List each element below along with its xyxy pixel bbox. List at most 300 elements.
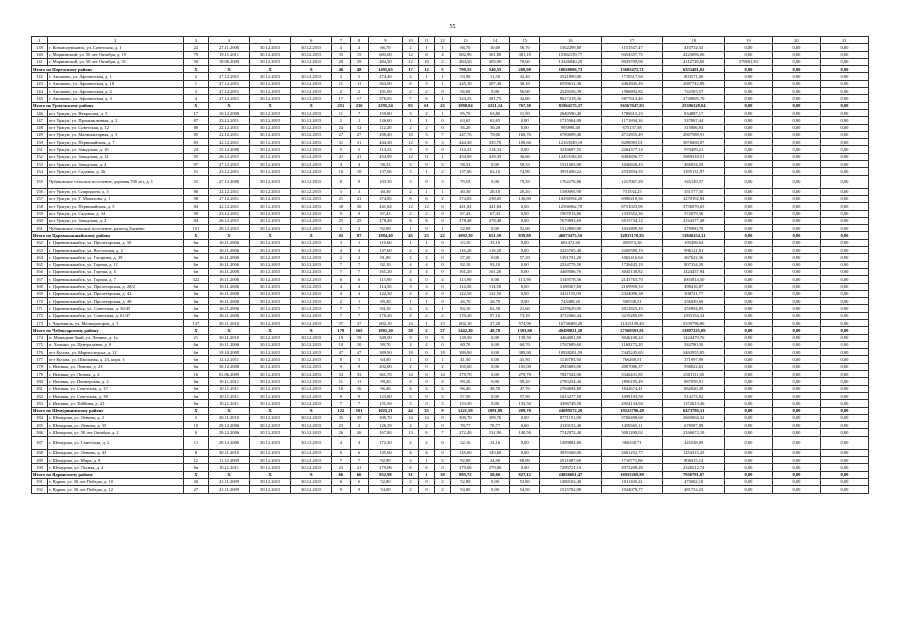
table-cell: 136,80 [510, 195, 540, 202]
table-cell: 2145763,70 [601, 276, 663, 283]
table-cell: 8929709,98 [601, 58, 663, 65]
table-cell: 170,20 [450, 312, 480, 319]
table-cell: 2 [403, 363, 419, 370]
table-cell: 2 [419, 312, 435, 319]
table-cell: 0,00 [772, 117, 820, 124]
table-cell: 20,20 [510, 188, 540, 195]
table-cell: 101 [183, 225, 208, 232]
table-row [32, 356, 869, 363]
table-cell: 2 [419, 341, 435, 348]
table-cell: 30.12.2015 [291, 161, 332, 168]
table-cell: 651,50 [480, 232, 510, 239]
table-cell: 970499,21 [663, 146, 725, 153]
table-cell: 236949,69 [663, 298, 725, 305]
table-cell: 6н [183, 400, 208, 407]
table-cell: 1 [435, 356, 451, 363]
table-cell: 16738469,20 [540, 319, 602, 326]
table-cell: 2259629,95 [540, 305, 602, 312]
address-cell: г. Ядрин, ул. 30 лет Победы, д. 10 [47, 478, 183, 485]
table-cell: 0,00 [480, 276, 510, 283]
table-cell: 0,00 [725, 88, 773, 95]
table-cell: 0,00 [725, 131, 773, 138]
table-cell: 27.12.2011 [208, 73, 249, 80]
table-row [32, 400, 869, 407]
table-cell: 2 [419, 436, 435, 449]
table-cell: 315806,94 [663, 124, 725, 131]
table-cell: 27.12.2011 [208, 161, 249, 168]
table-cell: 1 [419, 298, 435, 305]
table-cell: 27569391,91 [601, 327, 663, 334]
table-cell: 27 [183, 486, 208, 493]
table-cell: 0,00 [725, 153, 773, 160]
table-cell: 0,00 [820, 254, 868, 261]
table-cell: 22 [435, 102, 451, 109]
table-cell: 11 [350, 378, 368, 385]
table-cell: 9 [332, 486, 350, 493]
table-cell: 79,00 [480, 131, 510, 138]
table-cell: 30.12.2015 [250, 305, 291, 312]
table-cell: 0,00 [772, 131, 820, 138]
table-cell: 0,00 [725, 102, 773, 109]
table-cell: 8 [419, 51, 435, 58]
column-number-cell: 10 [403, 37, 419, 44]
table-row [32, 124, 869, 131]
table-cell: 807334,39 [663, 261, 725, 268]
table-cell: 24856661,47 [540, 471, 602, 478]
table-cell: 0,00 [725, 80, 773, 87]
table-cell: 172,30 [368, 436, 402, 449]
address-cell: г. Нысвяж, ул. Советская, д. 37 [47, 385, 183, 392]
table-cell: 30.12.2015 [291, 283, 332, 290]
table-cell: 22.12.2011 [208, 139, 249, 146]
address-cell: пгт Уржум, ул. Первомайская, д. 5 [47, 203, 183, 210]
table-cell: 12453184,65 [540, 153, 602, 160]
table-cell: 0,00 [820, 298, 868, 305]
table-cell: 0,00 [510, 239, 540, 246]
table-cell: 2 [419, 124, 435, 131]
column-number-cell: 4 [208, 37, 249, 44]
table-cell: 1393,60 [510, 327, 540, 334]
table-cell: X [291, 66, 332, 73]
table-cell: 30.11.2010 [208, 449, 249, 456]
table-cell: 0,00 [725, 436, 773, 449]
table-cell: 18028096,73 [540, 66, 602, 73]
row-number-cell: 163 [32, 247, 48, 254]
table-cell: 30.12.2015 [291, 247, 332, 254]
column-number-cell: 21 [820, 37, 868, 44]
table-cell: 23 [332, 422, 350, 429]
table-cell: 1495,65 [368, 66, 402, 73]
table-cell: 122,50 [480, 290, 510, 297]
table-cell: 0,00 [725, 312, 773, 319]
row-number-cell: 184 [32, 414, 48, 421]
row-number-cell: 167 [32, 276, 48, 283]
table-cell: 0,00 [725, 51, 773, 58]
table-row [32, 283, 869, 290]
table-cell: 68,00 [510, 457, 540, 464]
table-cell: 1171694,16 [601, 117, 663, 124]
table-row [32, 217, 869, 224]
table-cell: 48,70 [480, 327, 510, 334]
table-cell: 7 [332, 268, 350, 275]
table-cell: 3876060,07 [663, 139, 725, 146]
table-cell: 0 [419, 371, 435, 378]
table-cell: 16.11.2006 [208, 254, 249, 261]
table-cell: 0,00 [480, 378, 510, 385]
table-cell: 14 [403, 319, 419, 326]
table-cell: 309,70 [480, 414, 510, 421]
table-cell: 7 [332, 457, 350, 464]
table-cell: 743488,20 [540, 298, 602, 305]
table-cell: 30.12.2015 [250, 429, 291, 436]
table-cell: 30.12.2015 [250, 153, 291, 160]
table-cell: 30.12.2015 [250, 95, 291, 102]
table-cell: 361,70 [368, 371, 402, 378]
table-cell: 207,40 [480, 80, 510, 87]
table-cell: X [291, 471, 332, 478]
table-cell: 7 [435, 131, 451, 138]
table-cell: 0 [435, 146, 451, 153]
row-number-cell: 181 [32, 385, 48, 392]
table-cell: 5 [419, 80, 435, 87]
table-cell: 0,00 [820, 188, 868, 195]
table-cell: 30.12.2015 [291, 203, 332, 210]
table-cell: 17 [350, 95, 368, 102]
table-cell: 475002,18 [663, 478, 725, 485]
table-cell: 1 [435, 305, 451, 312]
table-cell: 0,00 [725, 225, 773, 232]
table-cell: 3 [403, 168, 419, 175]
table-cell: 0,00 [772, 385, 820, 392]
table-cell: 30.12.2015 [291, 95, 332, 102]
table-cell: 10 [419, 58, 435, 65]
table-cell: 46673475,16 [540, 232, 602, 239]
table-cell: 30.12.2015 [250, 188, 291, 195]
table-cell: 0,00 [820, 261, 868, 268]
table-cell: 601472,60 [540, 239, 602, 246]
table-cell: 22.12.2011 [208, 188, 249, 195]
table-cell: 79 [183, 51, 208, 58]
table-row [32, 349, 869, 356]
table-cell: 7299721,10 [540, 464, 602, 471]
table-cell: 60,70 [450, 341, 480, 348]
table-cell: 90 [183, 210, 208, 217]
table-cell: 9 [435, 334, 451, 341]
table-cell: 6 [403, 80, 419, 87]
table-cell: 2169958,33 [601, 283, 663, 290]
table-cell: 0,00 [820, 471, 868, 478]
table-cell: 0 [435, 436, 451, 449]
table-cell: 0,00 [772, 51, 820, 58]
table-cell: 11 [350, 80, 368, 87]
table-cell: 8 [403, 217, 419, 224]
table-cell: 3 [332, 239, 350, 246]
table-cell: 64,30 [368, 356, 402, 363]
table-cell: 0,00 [772, 349, 820, 356]
table-cell: 2669004,32 [663, 414, 725, 421]
row-number-cell: 180 [32, 378, 48, 385]
table-cell: 139,50 [450, 334, 480, 341]
row-number-cell: 183 [32, 400, 48, 407]
table-cell: 0,00 [725, 161, 773, 168]
table-cell: 542780,30 [663, 341, 725, 348]
table-cell: 99,20 [368, 378, 402, 385]
table-cell: 0,00 [725, 210, 773, 217]
table-cell: 7 [350, 305, 368, 312]
address-cell: г. Царевококшайск, ул. Восточная, д. 2 [47, 247, 183, 254]
table-cell: 790,55 [450, 66, 480, 73]
row-number-cell: 153 [32, 161, 48, 168]
table-cell: 6980210,36 [601, 195, 663, 202]
row-number-cell: 143 [32, 80, 48, 87]
table-cell: 30.12.2015 [291, 254, 332, 261]
table-cell: 52,00 [510, 225, 540, 232]
table-cell: 140,50 [510, 429, 540, 436]
table-cell: 0 [435, 414, 451, 421]
table-cell: 0,00 [725, 414, 773, 421]
table-cell: 0,00 [725, 217, 773, 224]
table-cell: 0,00 [772, 276, 820, 283]
table-cell: 42,60 [510, 95, 540, 102]
column-number-cell: 15 [510, 37, 540, 44]
table-cell: 0,00 [820, 349, 868, 356]
table-cell: 742363,57 [663, 88, 725, 95]
table-cell: 1762276,86 [540, 175, 602, 188]
table-cell: 4223096,06 [663, 51, 725, 58]
table-cell: 0,00 [510, 422, 540, 429]
table-cell: X [291, 232, 332, 239]
table-cell: 322 [183, 276, 208, 283]
table-cell: 0,00 [772, 188, 820, 195]
table-cell: 0 [435, 124, 451, 131]
table-cell: 0,00 [820, 109, 868, 116]
table-cell: 0,00 [820, 305, 868, 312]
table-cell: 0 [435, 298, 451, 305]
row-number-cell: 144 [32, 88, 48, 95]
table-cell: X [183, 407, 208, 414]
table-cell: 6 [350, 478, 368, 485]
table-cell: 1 [435, 109, 451, 116]
table-cell: 30.12.2015 [291, 356, 332, 363]
table-cell: 7 [332, 400, 350, 407]
address-cell: Чубаковское сельское поселение, разъезд Батиево [47, 225, 183, 232]
table-cell: 938822,63 [663, 363, 725, 370]
table-cell: 0,00 [820, 464, 868, 471]
table-cell: 30.12.2015 [250, 363, 291, 370]
table-cell: 114,50 [480, 283, 510, 290]
table-cell: 4 [403, 385, 419, 392]
table-cell: 0 [435, 203, 451, 210]
table-cell: 278,48 [450, 217, 480, 224]
table-cell: 195498,64 [663, 239, 725, 246]
table-cell: 2 [435, 363, 451, 370]
table-cell: 0,00 [772, 44, 820, 51]
table-cell: 10.12.2006 [208, 109, 249, 116]
table-cell: 2012825,15 [601, 305, 663, 312]
table-cell: 35 [332, 51, 350, 58]
table-cell: 1480102,40 [540, 478, 602, 485]
table-cell: 0,00 [820, 203, 868, 210]
table-cell: 137,06 [368, 168, 402, 175]
table-cell: 0,00 [480, 161, 510, 168]
table-cell: 30.12.2015 [250, 385, 291, 392]
table-cell: 0,00 [820, 210, 868, 217]
table-cell: 2945883,00 [540, 363, 602, 370]
table-cell: 410752,33 [663, 44, 725, 51]
table-cell: 2501111,05 [663, 371, 725, 378]
table-cell: 1 [435, 80, 451, 87]
table-cell: 31,90 [510, 109, 540, 116]
table-row [32, 117, 869, 124]
table-cell: 0,00 [820, 195, 868, 202]
table-row [32, 486, 869, 493]
table-cell: 1 [435, 225, 451, 232]
table-cell: 887058,91 [663, 378, 725, 385]
table-cell: 13 [435, 319, 451, 326]
table-cell: 444,30 [368, 139, 402, 146]
table-cell: 114,50 [450, 283, 480, 290]
table-cell: 0,00 [772, 102, 820, 109]
row-number-cell: 157 [32, 195, 48, 202]
table-cell: 4 [435, 378, 451, 385]
table-cell: 17 [332, 95, 350, 102]
table-cell: 2129153,40 [540, 422, 602, 429]
table-cell: 0,00 [725, 319, 773, 326]
table-cell: 6н [183, 305, 208, 312]
table-cell: 99,20 [510, 378, 540, 385]
table-cell: 441,84 [450, 203, 480, 210]
table-cell: X [250, 232, 291, 239]
row-number-cell: 141 [32, 58, 48, 65]
address-cell: г. Мариинский, ул. 50 лет Октября, д. 31 [47, 58, 183, 65]
table-cell: 2324096,38 [601, 290, 663, 297]
table-cell: 86 [183, 188, 208, 195]
table-cell: 2 [419, 422, 435, 429]
table-cell: 800415,14 [663, 457, 725, 464]
table-cell: 29.12.2006 [208, 422, 249, 429]
table-cell: 0,00 [772, 124, 820, 131]
table-cell: 30.12.2015 [291, 168, 332, 175]
table-cell: 84 [183, 203, 208, 210]
table-cell: 6 [419, 95, 435, 102]
table-cell: 0,00 [772, 478, 820, 485]
subtotal-label: Итого по Царевококшайскому району [32, 232, 184, 239]
table-cell: 32833170,85 [601, 232, 663, 239]
table-cell: 6353491,02 [663, 66, 725, 73]
table-cell: 0 [435, 268, 451, 275]
table-cell: 0,00 [725, 139, 773, 146]
table-cell: 3969318,51 [663, 153, 725, 160]
table-cell: 3 [183, 414, 208, 421]
table-cell: 30.11.2010 [208, 319, 249, 326]
table-cell: 1 [419, 73, 435, 80]
table-cell: 113,90 [450, 276, 480, 283]
table-cell: 30.12.2015 [291, 457, 332, 464]
table-cell: 10.11.2011 [208, 385, 249, 392]
table-cell: 0,00 [820, 407, 868, 414]
table-cell: 1 [419, 117, 435, 124]
table-cell: 103,39 [368, 175, 402, 188]
table-cell: 281,75 [480, 95, 510, 102]
table-cell: 40490821,20 [540, 327, 602, 334]
table-cell: 30.12.2015 [250, 298, 291, 305]
table-cell: 0,00 [772, 486, 820, 493]
column-number-cell: 3 [183, 37, 208, 44]
table-cell: 0,00 [772, 392, 820, 399]
table-cell: 0,00 [772, 283, 820, 290]
table-cell: 1 [435, 95, 451, 102]
table-cell: 7 [332, 261, 350, 268]
table-cell: 30.12.2015 [250, 131, 291, 138]
table-row [32, 73, 869, 80]
table-cell: 114,33 [480, 146, 510, 153]
table-cell: X [183, 232, 208, 239]
table-cell: 113,90 [510, 276, 540, 283]
table-cell: 31 [183, 175, 208, 188]
table-cell: 19.11.2011 [208, 51, 249, 58]
table-cell: 92,00 [368, 225, 402, 232]
table-cell: 54,00 [510, 486, 540, 493]
table-cell: 21.11.2009 [208, 478, 249, 485]
table-cell: 6н [183, 254, 208, 261]
table-cell: 485054,55 [663, 161, 725, 168]
table-cell: 6н [183, 349, 208, 356]
table-cell: 99,70 [368, 341, 402, 348]
address-cell: г. Козьмодемьянск, ул. Советская, д. 1 [47, 44, 183, 51]
table-cell: 1 [350, 117, 368, 124]
row-number-cell: 140 [32, 51, 48, 58]
table-cell: 92,90 [450, 457, 480, 464]
table-cell: 0,00 [820, 290, 868, 297]
table-cell: 3951606,22 [540, 168, 602, 175]
table-cell: 4 [350, 290, 368, 297]
table-cell: 1372613,46 [663, 400, 725, 407]
table-cell: 83 [403, 102, 419, 109]
table-cell: 4 [403, 378, 419, 385]
table-cell: 1151547,47 [601, 44, 663, 51]
column-number-cell: 20 [772, 37, 820, 44]
table-cell: 87 [350, 232, 368, 239]
table-cell: 30.12.2015 [250, 478, 291, 485]
table-cell: 30.12.2015 [291, 153, 332, 160]
table-cell: 26 [332, 429, 350, 436]
table-cell: 4 [403, 312, 419, 319]
table-cell: 6н [183, 298, 208, 305]
table-cell: 0,00 [725, 486, 773, 493]
table-cell: 18 [403, 349, 419, 356]
table-cell: X [208, 102, 249, 109]
table-cell: 0,00 [820, 276, 868, 283]
table-cell: 7 [350, 400, 368, 407]
row-number-cell: 150 [32, 139, 48, 146]
address-cell: г. Царевококшайск, ул. Гагарина, д. 39 [47, 254, 183, 261]
table-cell: 66,70 [368, 44, 402, 51]
table-cell: 7 [350, 457, 368, 464]
table-cell: 58,33 [510, 161, 540, 168]
table-cell: 56,60 [450, 88, 480, 95]
row-number-cell: 177 [32, 356, 48, 363]
table-cell: 1613277,50 [540, 392, 602, 399]
table-cell: 30.12.2015 [250, 80, 291, 87]
table-cell: 62,16 [480, 168, 510, 175]
table-cell: 0,00 [772, 471, 820, 478]
table-cell: 1 [350, 239, 368, 246]
table-cell: 0,00 [480, 363, 510, 370]
table-cell: 59 [403, 327, 419, 334]
table-cell: 2 [332, 88, 350, 95]
address-cell: г. Нысвяж, ул. Лесная, д. 2 [47, 371, 183, 378]
table-cell: 0 [435, 261, 451, 268]
